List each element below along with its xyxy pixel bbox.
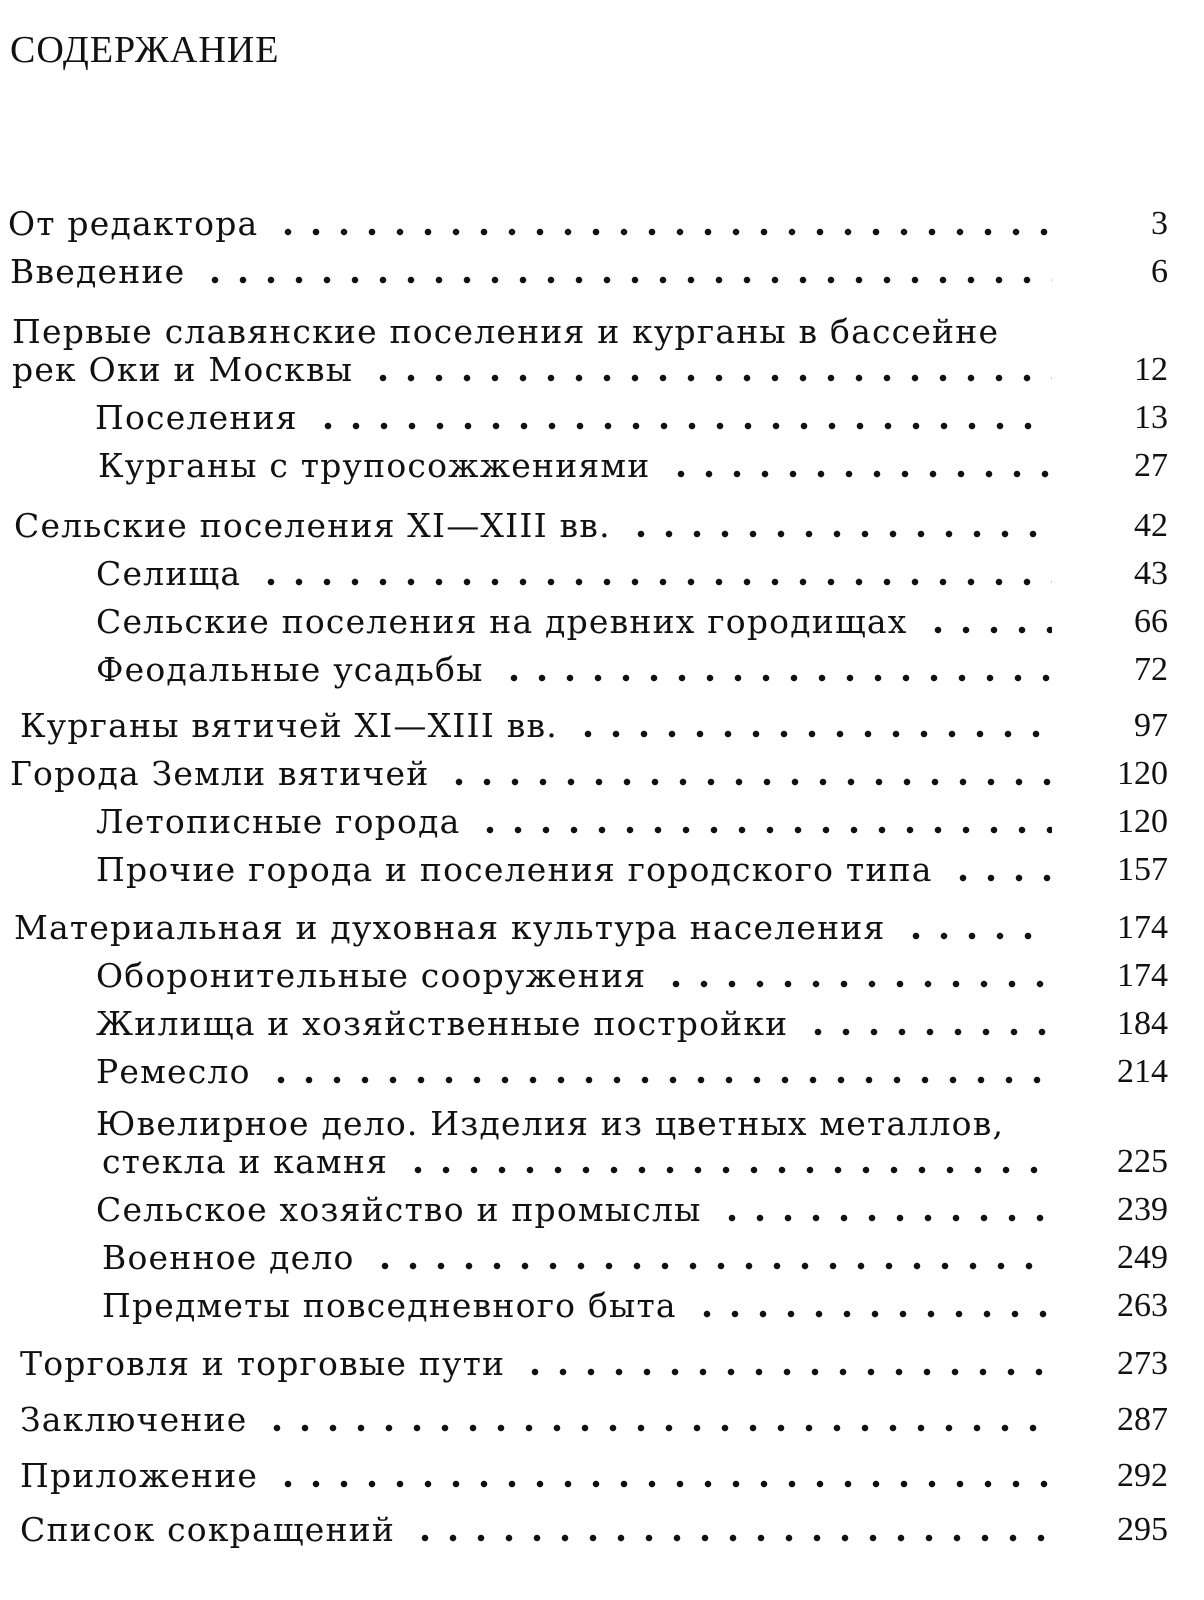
toc-entry-title: Сельские поселения XI—XIII вв. bbox=[14, 506, 611, 545]
toc-dot-leader bbox=[274, 222, 1052, 242]
toc-page-number: 72 bbox=[1134, 651, 1168, 688]
toc-entry-title: Ювелирное дело. Изделия из цветных металлов, bbox=[96, 1104, 1005, 1143]
toc-entry-title: Сельские поселения на древних городищах bbox=[96, 602, 908, 641]
toc-dot-leader bbox=[718, 1208, 1052, 1228]
toc-page-number: 214 bbox=[1117, 1053, 1168, 1090]
toc-page-number: 120 bbox=[1117, 755, 1168, 792]
toc-entry-title: Летописные города bbox=[96, 802, 461, 841]
toc-entry-title: Введение bbox=[10, 252, 186, 291]
toc-entry-title: Феодальные усадьбы bbox=[96, 650, 484, 689]
toc-entry-title: рек Оки и Москвы bbox=[12, 350, 354, 389]
toc-page-number: 13 bbox=[1134, 399, 1168, 436]
toc-page-number: 295 bbox=[1117, 1511, 1168, 1548]
toc-entry-title: Сельское хозяйство и промыслы bbox=[96, 1190, 702, 1229]
toc-entry-title: Курганы вятичей XI—XIII вв. bbox=[20, 706, 558, 745]
toc-dot-leader bbox=[804, 1022, 1052, 1042]
toc-dot-leader bbox=[314, 416, 1052, 436]
toc-dot-leader bbox=[201, 270, 1052, 290]
toc-entry-title: Прочие города и поселения городского типа bbox=[96, 850, 933, 889]
toc-dot-leader bbox=[521, 1362, 1052, 1382]
toc-dot-leader bbox=[445, 772, 1052, 792]
toc-dot-leader bbox=[476, 820, 1052, 840]
toc-page-number: 6 bbox=[1151, 253, 1168, 290]
toc-entry-title: Селища bbox=[96, 554, 242, 593]
toc-dot-leader bbox=[667, 464, 1053, 484]
toc-page-number: 66 bbox=[1134, 603, 1168, 640]
toc-page-number: 225 bbox=[1117, 1143, 1168, 1180]
toc-page-number: 27 bbox=[1134, 447, 1168, 484]
toc-page-number: 174 bbox=[1117, 957, 1168, 994]
toc-entry-title: Список сокращений bbox=[20, 1510, 396, 1549]
toc-page-number: 174 bbox=[1117, 909, 1168, 946]
toc-entry-title: Торговля и торговые пути bbox=[20, 1344, 506, 1383]
toc-entry-title: Поселения bbox=[95, 398, 298, 437]
toc-dot-leader bbox=[263, 1418, 1052, 1438]
toc-page-number: 42 bbox=[1134, 507, 1168, 544]
toc-entry-title: стекла и камня bbox=[102, 1142, 389, 1181]
toc-entry-title: Ремесло bbox=[96, 1052, 251, 1091]
toc-dot-leader bbox=[500, 668, 1052, 688]
toc-page-number: 249 bbox=[1117, 1239, 1168, 1276]
toc-entry-title: От редактора bbox=[8, 204, 259, 243]
toc-entry-title: Заключение bbox=[20, 1400, 248, 1439]
toc-page-number: 263 bbox=[1117, 1287, 1168, 1324]
toc-page-number: 157 bbox=[1117, 851, 1168, 888]
toc-dot-leader bbox=[267, 1070, 1052, 1090]
toc-entry-title: Материальная и духовная культура населения bbox=[14, 908, 886, 947]
toc-dot-leader bbox=[371, 1256, 1052, 1276]
toc-entry-title: Первые славянские поселения и курганы в бассейне bbox=[12, 312, 1000, 351]
toc-dot-leader bbox=[574, 724, 1052, 744]
toc-page-number: 120 bbox=[1117, 803, 1168, 840]
toc-entry-title: Оборонительные сооружения bbox=[96, 956, 647, 995]
toc-dot-leader bbox=[902, 926, 1052, 946]
page-title: СОДЕРЖАНИЕ bbox=[10, 29, 280, 71]
toc-page-number: 43 bbox=[1134, 555, 1168, 592]
toc-page-number: 287 bbox=[1117, 1401, 1168, 1438]
toc-dot-leader bbox=[257, 572, 1052, 592]
toc-page-number: 239 bbox=[1117, 1191, 1168, 1228]
toc-dot-leader bbox=[924, 620, 1052, 640]
toc-page-number: 3 bbox=[1151, 205, 1168, 242]
toc-page-number: 292 bbox=[1117, 1457, 1168, 1494]
toc-dot-leader bbox=[693, 1304, 1052, 1324]
toc-dot-leader bbox=[274, 1474, 1052, 1494]
toc-entry-title: Приложение bbox=[20, 1456, 259, 1495]
toc-entry-title: Жилища и хозяйственные постройки bbox=[96, 1004, 789, 1043]
toc-dot-leader bbox=[404, 1160, 1052, 1180]
toc-dot-leader bbox=[369, 368, 1052, 388]
toc-dot-leader bbox=[627, 524, 1052, 544]
toc-dot-leader bbox=[662, 974, 1052, 994]
toc-entry-title: Предметы повседневного быта bbox=[102, 1286, 677, 1325]
toc-entry-title: Военное дело bbox=[102, 1238, 355, 1277]
toc-dot-leader bbox=[949, 868, 1052, 888]
toc-entry-title: Города Земли вятичей bbox=[10, 754, 430, 793]
toc-page-number: 273 bbox=[1117, 1345, 1168, 1382]
toc-page-number: 184 bbox=[1117, 1005, 1168, 1042]
toc-entry-title: Курганы с трупосожжениями bbox=[98, 446, 651, 485]
toc-page-number: 97 bbox=[1134, 707, 1168, 744]
toc-dot-leader bbox=[411, 1528, 1052, 1548]
toc-page-number: 12 bbox=[1134, 351, 1168, 388]
